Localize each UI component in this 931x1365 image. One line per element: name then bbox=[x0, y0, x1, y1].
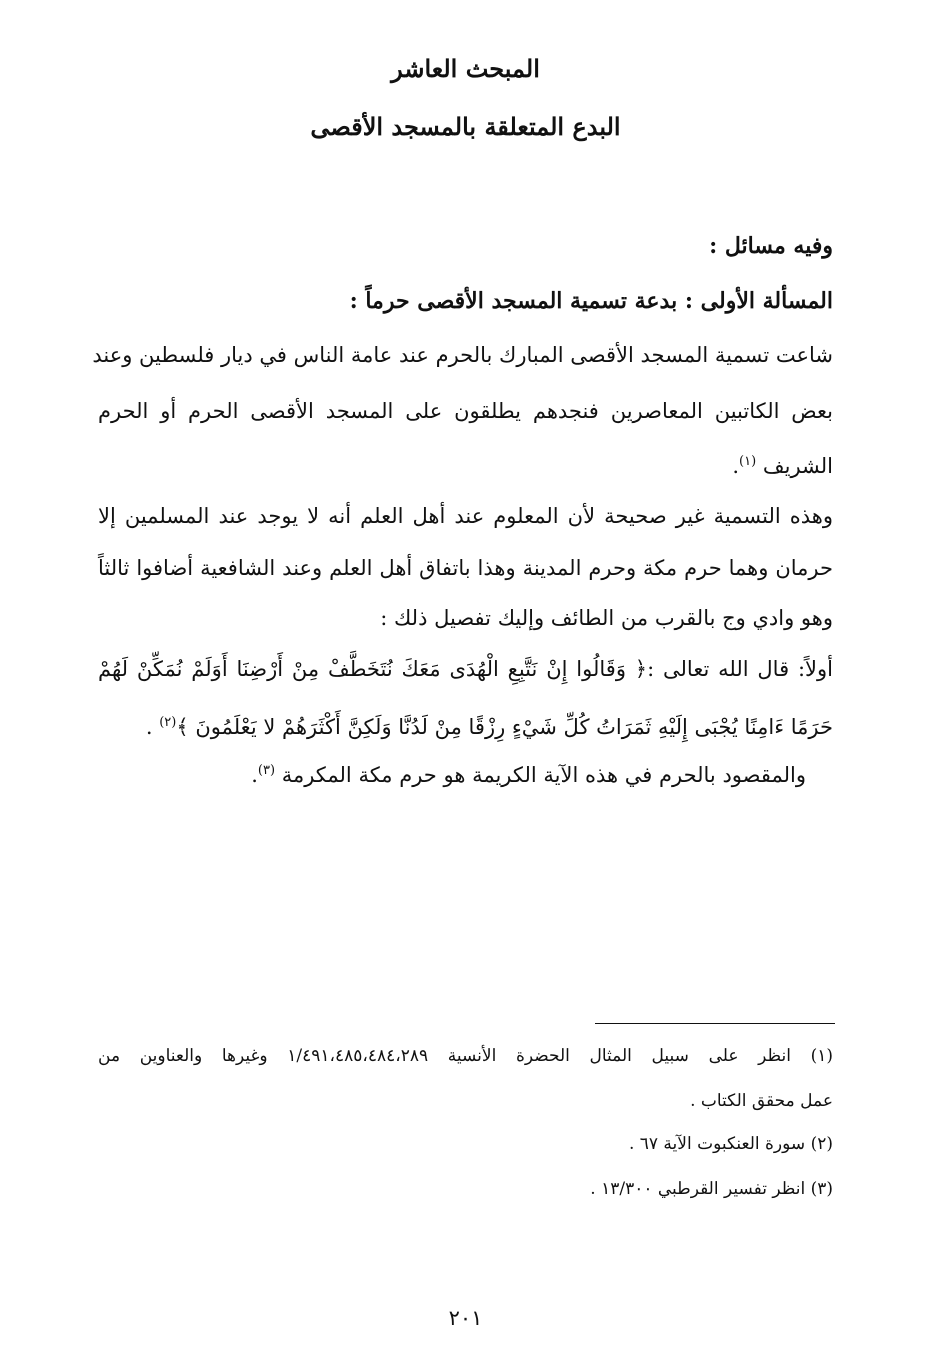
footnote-marker-3: (٣) bbox=[257, 763, 276, 778]
footnote-1-line-1: (١) انظر على سبيل المثال الحضرة الأنسية ١/٤٩١،٤٨٥،٤٨٤،٢٨٩ وغيرها والعناوين من bbox=[98, 1046, 833, 1066]
issue-heading: المسألة الأولى : بدعة تسمية المسجد الأقصى حرماً : bbox=[349, 288, 833, 314]
paragraph-line-3 bbox=[98, 448, 833, 480]
quran-verse-line-2-text: حَرَمًا ءَامِنًا يُجْبَى إِلَيْهِ ثَمَرَاتُ كُلِّ شَيْءٍ رِزْقًا مِنْ لَدُنَّا وَلَكِنَّ أَكْثَرَهُمْ لا يَعْلَمُونَ ﴾ bbox=[176, 715, 833, 739]
footnote-2: (٢) سورة العنكبوت الآية ٦٧ . bbox=[628, 1134, 833, 1154]
quran-verse-line-2 bbox=[98, 709, 833, 741]
footnote-1-line-2: عمل محقق الكتاب . bbox=[690, 1091, 833, 1111]
footnote-marker-2: (٢) bbox=[159, 715, 177, 730]
chapter-subtitle: البدع المتعلقة بالمسجد الأقصى bbox=[310, 112, 621, 141]
paragraph-line-1: شاعت تسمية المسجد الأقصى المبارك بالحرم عند عامة الناس في ديار فلسطين وعند bbox=[92, 343, 833, 367]
paragraph-line-5: حرمان وهما حرم مكة وحرم المدينة وهذا باتفاق أهل العلم وعند الشافعية أضافوا ثالثاً bbox=[98, 556, 833, 580]
line-9-period: . bbox=[251, 763, 258, 787]
section-intro: وفيه مسائل : bbox=[709, 233, 833, 259]
paragraph-line-4: وهذه التسمية غير صحيحة لأن المعلوم عند أهل العلم أنه لا يوجد عند المسلمين إلا bbox=[98, 504, 833, 528]
chapter-title: المبحث العاشر bbox=[391, 54, 540, 83]
footnote-marker-1: (١) bbox=[739, 454, 757, 469]
paragraph-line-9 bbox=[98, 757, 806, 789]
line-3-period: . bbox=[732, 454, 740, 478]
line-8-period: . bbox=[145, 715, 153, 739]
paragraph-line-3-text: الشريف bbox=[762, 454, 833, 478]
footnote-separator bbox=[595, 1023, 835, 1024]
paragraph-line-2: بعض الكاتبين المعاصرين فنجدهم يطلقون على المسجد الأقصى الحرم أو الحرم bbox=[98, 399, 833, 423]
page-number: ٢٠١ bbox=[448, 1306, 483, 1330]
paragraph-line-9-text: والمقصود بالحرم في هذه الآية الكريمة هو حرم مكة المكرمة bbox=[281, 763, 806, 787]
quran-verse-line-1: أولاً: قال الله تعالى :﴿ وَقَالُوا إِنْ نَتَّبِعِ الْهُدَى مَعَكَ نُتَخَطَّفْ مِنْ أَرْضِنَا أَوَلَمْ نُمَكِّنْ لَهُمْ bbox=[98, 657, 833, 681]
footnote-3: (٣) انظر تفسير القرطبي ١٣/٣٠٠ . bbox=[590, 1179, 833, 1199]
paragraph-line-6: وهو وادي وج بالقرب من الطائف وإليك تفصيل ذلك : bbox=[380, 606, 833, 630]
